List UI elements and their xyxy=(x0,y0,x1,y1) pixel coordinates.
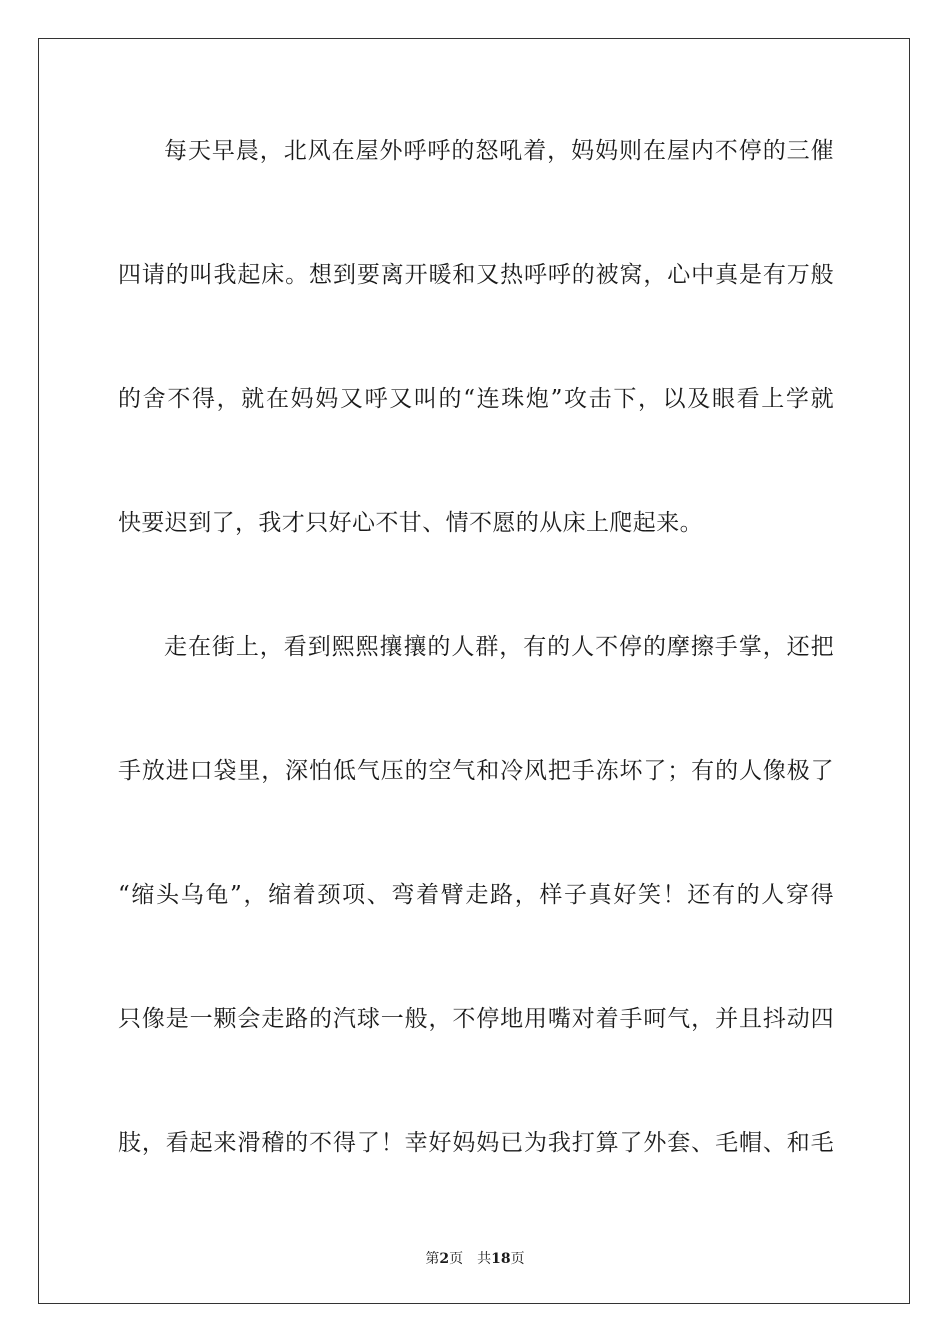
page-border xyxy=(38,38,910,1304)
paragraph-2-line-2: 手放进口袋里，深怕低气压的空气和冷风把手冻坏了；有的人像极了 xyxy=(118,758,834,784)
paragraph-1-line-3: 的舍不得，就在妈妈又呼又叫的“连珠炮”攻击下，以及眼看上学就 xyxy=(118,386,834,412)
paragraph-1-line-2: 四请的叫我起床。想到要离开暖和又热呼呼的被窝，心中真是有万般 xyxy=(118,262,834,288)
paragraph-2-line-3: “缩头乌龟”，缩着颈项、弯着臂走路，样子真好笑！还有的人穿得 xyxy=(118,882,834,908)
page-footer xyxy=(0,1248,950,1268)
page-suffix: 页 xyxy=(449,1251,464,1267)
paragraph-2-line-1: 走在街上，看到熙熙攘攘的人群，有的人不停的摩擦手掌，还把 xyxy=(164,634,834,660)
total-prefix: 共 xyxy=(477,1251,492,1267)
paragraph-1-line-4: 快要迟到了，我才只好心不甘、情不愿的从床上爬起来。 xyxy=(118,510,703,536)
total-pages: 18 xyxy=(491,1251,511,1267)
paragraph-2-line-5: 肢，看起来滑稽的不得了！幸好妈妈已为我打算了外套、毛帽、和毛 xyxy=(118,1130,834,1156)
paragraph-1-line-1: 每天早晨，北风在屋外呼呼的怒吼着，妈妈则在屋内不停的三催 xyxy=(164,138,834,164)
total-suffix: 页 xyxy=(510,1251,525,1267)
paragraph-2-line-4: 只像是一颗会走路的汽球一般，不停地用嘴对着手呵气，并且抖动四 xyxy=(118,1006,834,1032)
page-prefix: 第 xyxy=(425,1251,440,1267)
page-number: 2 xyxy=(439,1251,450,1267)
